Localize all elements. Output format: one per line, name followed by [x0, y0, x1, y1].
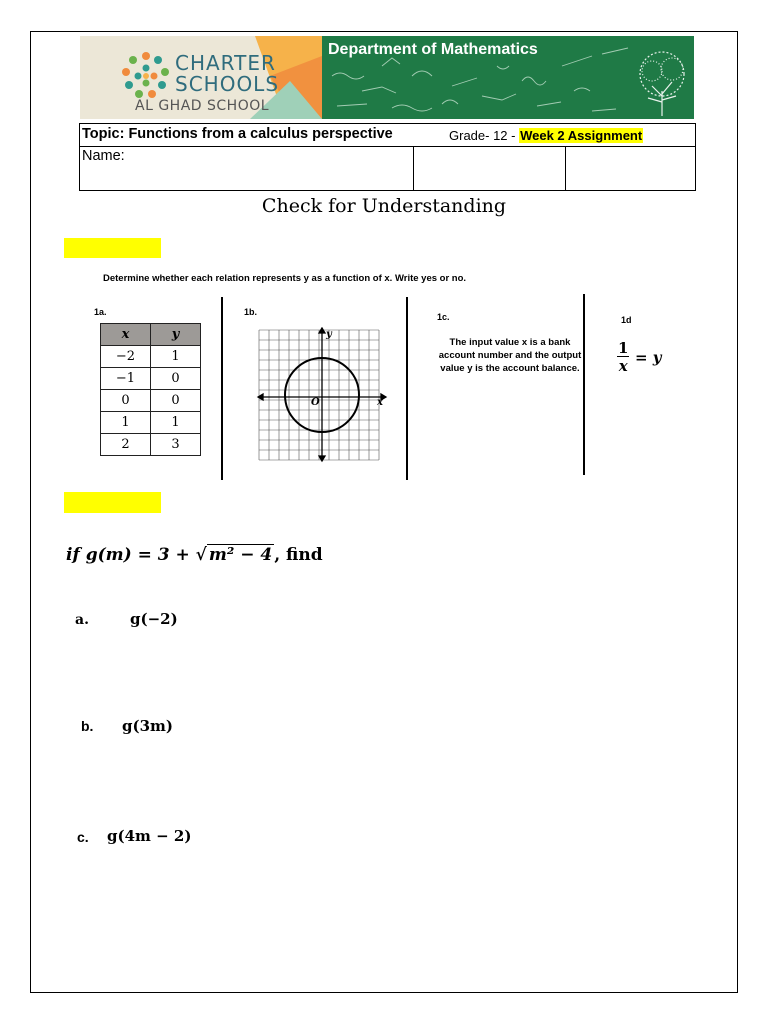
table-cell: −1 [101, 368, 151, 390]
fraction-numerator: 1 [618, 339, 629, 357]
table-cell: 1 [151, 346, 201, 368]
equation-1d [617, 340, 662, 375]
label-1a: 1a. [94, 307, 107, 317]
graph-y-label: y [326, 329, 332, 340]
school-logo-panel [80, 36, 322, 119]
column-divider [221, 297, 223, 480]
table-row [101, 412, 201, 434]
function-suffix: , find [274, 545, 323, 565]
table-row [101, 346, 201, 368]
column-divider [583, 294, 585, 475]
table-cell: 1 [101, 412, 151, 434]
function-definition [66, 545, 323, 565]
page-heading: Check for Understanding [261, 195, 507, 217]
header-banner [80, 36, 694, 119]
table-cell: 1 [151, 412, 201, 434]
grade-label: Grade- 12 - [449, 128, 520, 143]
logo-text-schools: SCHOOLS [175, 72, 280, 96]
label-1b: 1b. [244, 307, 258, 317]
function-prefix: if g(m) = 3 + [66, 545, 196, 565]
part-a-expression: g(−2) [130, 610, 178, 628]
table-header-row [101, 324, 201, 346]
table-cell: 0 [151, 368, 201, 390]
highlight-block [64, 238, 161, 258]
logo-text-charter: CHARTER [175, 51, 276, 75]
instruction-text: Determine whether each relation represents y as a function of x. Write yes or no. [103, 273, 467, 284]
grade-text [449, 128, 643, 143]
highlight-block [64, 492, 161, 513]
fraction-denominator: x [618, 357, 628, 375]
table-cell: −2 [101, 346, 151, 368]
description-1c: The input value x is a bank account number and the output value y is the account balance. [438, 337, 582, 374]
equation-rhs: = y [635, 348, 662, 367]
table-row [101, 390, 201, 412]
label-1c: 1c. [437, 312, 450, 322]
department-panel [322, 36, 694, 119]
xy-table [100, 323, 201, 456]
table-row [101, 368, 201, 390]
topic-text: Topic: Functions from a calculus perspective [82, 126, 393, 142]
column-header-y: y [151, 324, 201, 346]
graph-x-label: x [377, 397, 383, 408]
table-cell: 0 [151, 390, 201, 412]
label-1d: 1d [621, 315, 632, 325]
table-cell: 3 [151, 434, 201, 456]
department-title: Department of Mathematics [328, 41, 538, 58]
name-label: Name: [82, 148, 125, 164]
circle-graph [256, 327, 388, 463]
part-b-expression: g(3m) [122, 717, 173, 735]
part-b-label: b. [81, 718, 94, 734]
part-c-expression: g(4m − 2) [107, 827, 192, 845]
radicand: m² − 4 [208, 545, 273, 565]
table-row [101, 434, 201, 456]
table-divider [565, 146, 566, 190]
sqrt-icon: √ [195, 545, 207, 565]
table-divider [413, 146, 414, 190]
tree-icon [640, 52, 684, 116]
logo-text-school-name: AL GHAD SCHOOL [135, 98, 270, 114]
info-table [79, 123, 696, 191]
column-header-x: x [101, 324, 151, 346]
part-c-label: c. [77, 829, 89, 845]
topic-row [80, 124, 695, 147]
table-cell: 2 [101, 434, 151, 456]
week-badge: Week 2 Assignment [520, 128, 643, 143]
flower-logo-icon [118, 50, 174, 100]
column-divider [406, 297, 408, 480]
table-cell: 0 [101, 390, 151, 412]
graph-origin-label: O [311, 397, 320, 408]
part-a-label: a. [75, 612, 89, 628]
